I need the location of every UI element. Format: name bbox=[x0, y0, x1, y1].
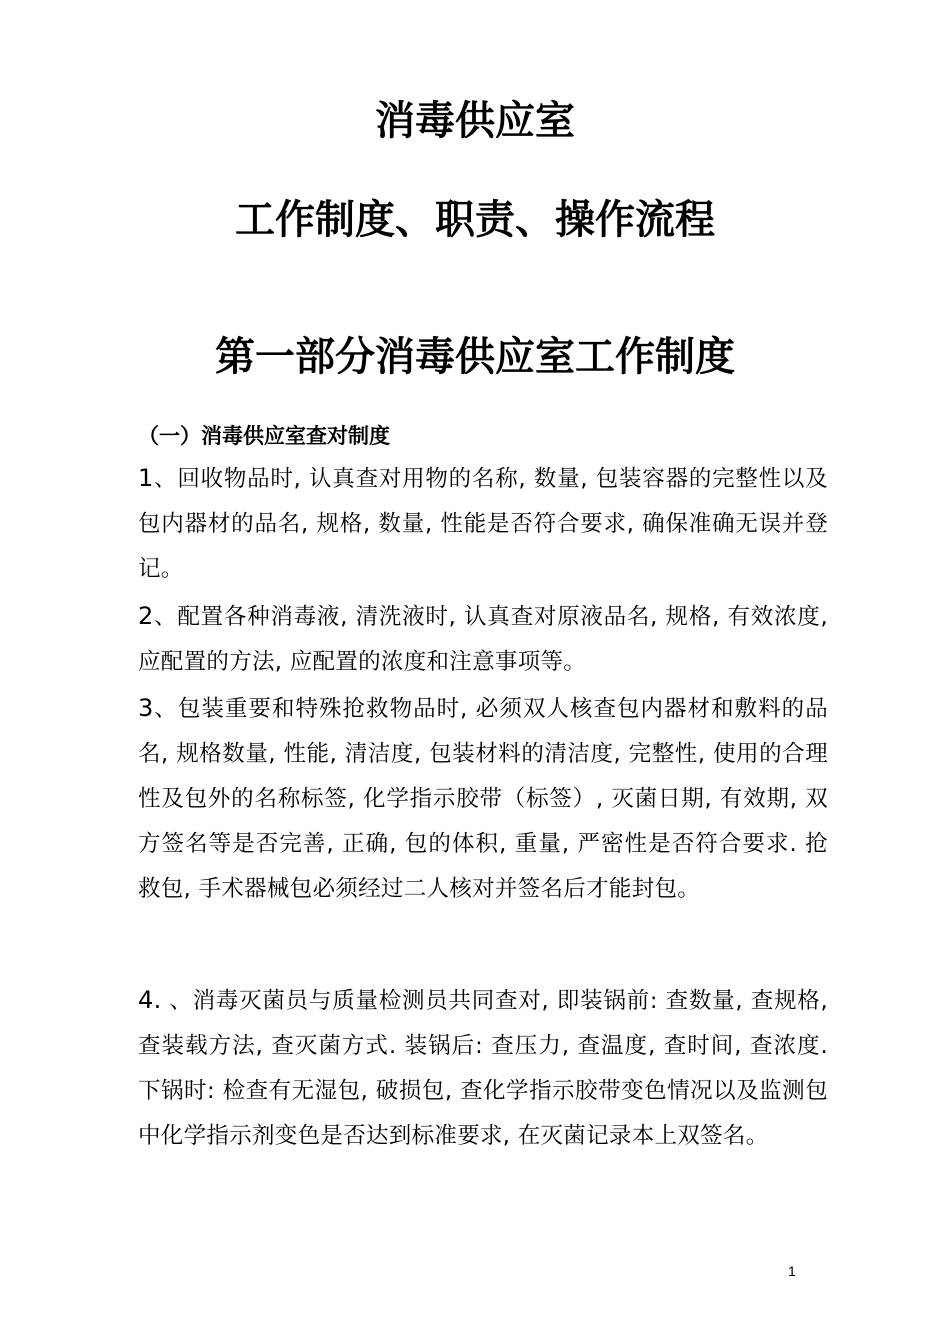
page-number: 1 bbox=[788, 1263, 796, 1279]
paragraph-number: 3 bbox=[138, 694, 154, 722]
paragraph-1 bbox=[138, 456, 828, 592]
paragraph-text: 、配置各种消毒液, 清洗液时, 认真查对原液品名, 规格, 有效浓度, 应配置的方法, 应配置的浓度和注意事项等。 bbox=[138, 604, 828, 675]
paragraph-number: 1 bbox=[138, 464, 154, 492]
paragraph-2 bbox=[138, 594, 828, 685]
paragraph-text: 、回收物品时, 认真查对用物的名称, 数量, 包装容器的完整性以及包内器材的品名, 规格, 数量, 性能是否符合要求, 确保准确无误并登记。 bbox=[138, 466, 828, 582]
paragraph-3 bbox=[138, 686, 828, 912]
part-title: 第一部分消毒供应室工作制度 bbox=[215, 334, 735, 380]
section-heading: （一）消毒供应室查对制度 bbox=[138, 424, 390, 448]
paragraph-text: 、包装重要和特殊抢救物品时, 必须双人核查包内器材和敷料的品名, 规格数量, 性能, 清洁度, 包装材料的清洁度, 完整性, 使用的合理性及包外的名称标签, 化学指示胶带（标签）, 灭菌日期, 有效期, 双方签名等是否完善, 正确, 包的体积, 重量, 严密性是否符合要求. 抢救包, 手术器械包必须经过二人核对并签名后才能封包。 bbox=[138, 696, 828, 902]
paragraph-4 bbox=[138, 978, 828, 1159]
paragraph-number: 2 bbox=[138, 602, 154, 630]
document-subtitle: 工作制度、职责、操作流程 bbox=[235, 197, 715, 243]
paragraph-text: 、消毒灭菌员与质量检测员共同查对, 即装锅前: 查数量, 查规格, 查装载方法, 查灭菌方式. 装锅后: 查压力, 查温度, 查时间, 查浓度. 下锅时: 检查有无湿包, 破损包, 查化学指示胶带变色情况以及监测包中化学指示剂变色是否达到标准要求, 在灭菌记录本上双签名。 bbox=[138, 988, 828, 1149]
document-title: 消毒供应室 bbox=[375, 98, 575, 144]
paragraph-number: 4. bbox=[138, 986, 162, 1014]
